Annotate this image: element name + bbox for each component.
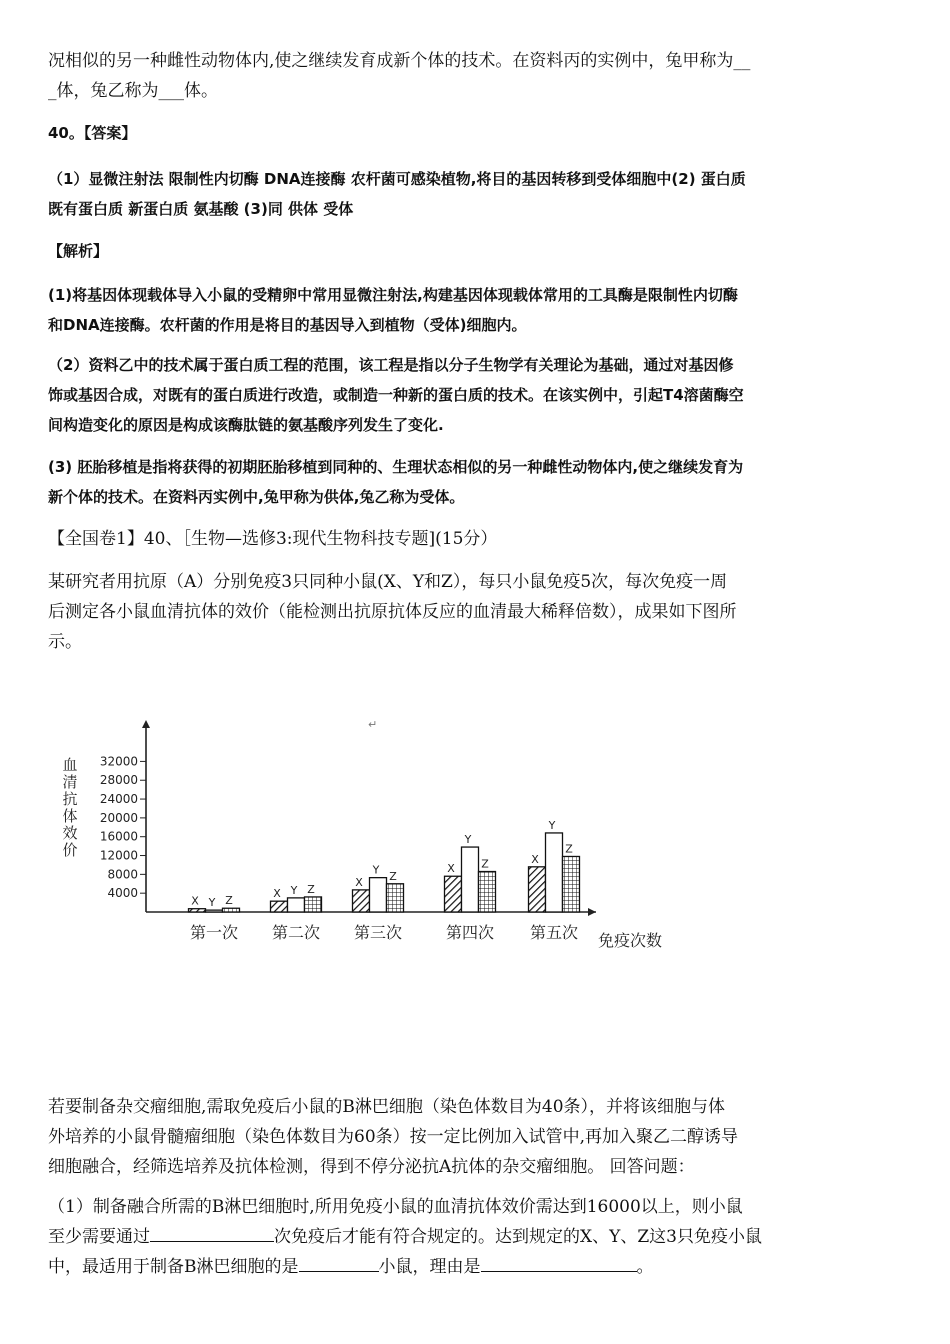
blank-best-mouse[interactable] bbox=[299, 1253, 379, 1272]
bar-label-y: Y bbox=[372, 863, 380, 877]
bar-label-y: Y bbox=[464, 833, 472, 847]
q1-line-2 bbox=[48, 1222, 904, 1252]
analysis-paragraph-1 bbox=[48, 280, 904, 340]
question-line-2: 后测定各小鼠血清抗体的效价（能检测出抗原抗体反应的血清最大稀释倍数），成果如下图所 bbox=[48, 602, 737, 622]
bar-label-x: X bbox=[447, 862, 455, 876]
y-tick-label: 24000 bbox=[99, 792, 138, 807]
bar-y bbox=[370, 878, 387, 912]
bar-label-y: Y bbox=[290, 883, 298, 897]
bar-y bbox=[288, 898, 305, 912]
bar-x bbox=[529, 867, 546, 912]
q1-line-3 bbox=[48, 1252, 904, 1282]
question-header: 【全国卷1】40、［生物—选修3:现代生物科技专题](15分） bbox=[48, 529, 498, 549]
intro-line-1: 况相似的另一种雌性动物体内,使之继续发育成新个体的技术。在资料丙的实例中，兔甲称为__ bbox=[48, 51, 751, 71]
question-line-1: 某研究者用抗原（A）分别免疫3只同种小鼠(X、Y和Z），每只小鼠免疫5次，每次免疫一周 bbox=[48, 572, 728, 592]
analysis-paragraph-2 bbox=[48, 350, 904, 440]
bar-label-x: X bbox=[531, 852, 539, 866]
analysis-p1-line-2: 和DNA连接酶。农杆菌的作用是将目的基因导入到植物（受体)细胞内。 bbox=[48, 316, 527, 334]
y-axis-label-char: 抗 bbox=[62, 790, 78, 808]
analysis-p2-line-2: 饰或基因合成，对既有的蛋白质进行改造，或制造一种新的蛋白质的技术。在该实例中，引起T4溶菌酶空 bbox=[48, 386, 744, 404]
y-axis-label-char: 血 bbox=[62, 756, 78, 774]
bar-label-x: X bbox=[191, 894, 199, 908]
bar-z bbox=[563, 856, 580, 912]
analysis-p3-line-1: (3) 胚胎移植是指将获得的初期胚胎移植到同种的、生理状态相似的另一种雌性动物体内,使之继续发育为 bbox=[48, 458, 744, 476]
x-category-label: 第一次 bbox=[189, 923, 239, 942]
q1-line-3-mid: 小鼠，理由是 bbox=[378, 1257, 481, 1277]
bar-label-x: X bbox=[355, 875, 363, 889]
answer-line-2: 既有蛋白质 新蛋白质 氨基酸 (3)同 供体 受体 bbox=[48, 200, 354, 218]
q1-line-1: （1）制备融合所需的B淋巴细胞时,所用免疫小鼠的血清抗体效价需达到16000以上，则小鼠 bbox=[48, 1197, 743, 1217]
question-text bbox=[48, 567, 904, 657]
q1-line-2-start: 至少需要通过 bbox=[48, 1227, 150, 1247]
y-axis-label-char: 效 bbox=[62, 824, 78, 842]
bar-x bbox=[353, 890, 370, 912]
analysis-p3-line-2: 新个体的技术。在资料丙实例中,兔甲称为供体,兔乙称为受体。 bbox=[48, 488, 465, 506]
body-paragraph bbox=[48, 1092, 904, 1182]
bar-label-z: Z bbox=[225, 894, 233, 908]
y-axis-label-char: 清 bbox=[62, 773, 78, 791]
y-axis-label-char: 价 bbox=[62, 841, 78, 859]
body-line-2: 外培养的小鼠骨髓瘤细胞（染色体数目为60条）按一定比例加入试管中,再加入聚乙二醇诱导 bbox=[48, 1127, 739, 1147]
answer-text bbox=[48, 164, 904, 224]
bar-label-z: Z bbox=[565, 842, 573, 856]
q1-line-2-end: 次免疫后才能有符合规定的。达到规定的X、Y、Z这3只免疫小鼠 bbox=[274, 1227, 762, 1247]
blank-reason[interactable] bbox=[481, 1253, 637, 1272]
analysis-paragraph-3 bbox=[48, 452, 904, 512]
bar-y bbox=[546, 833, 563, 912]
y-tick-label: 4000 bbox=[107, 886, 138, 901]
body-line-3: 细胞融合，经筛选培养及抗体检测，得到不停分泌抗A抗体的杂交瘤细胞。 回答问题： bbox=[48, 1157, 695, 1177]
bar-y bbox=[206, 910, 223, 912]
bar-z bbox=[305, 897, 322, 912]
y-tick-label: 28000 bbox=[99, 773, 138, 788]
x-axis-label: 免疫次数 bbox=[597, 931, 663, 950]
bar-x bbox=[271, 901, 288, 912]
x-category-label: 第三次 bbox=[353, 923, 403, 942]
answer-line-1: （1）显微注射法 限制性内切酶 DNA连接酶 农杆菌可感染植物,将目的基因转移到受体细胞中(2) 蛋白质 bbox=[48, 170, 746, 188]
y-tick-label: 12000 bbox=[99, 848, 138, 863]
y-axis-arrow bbox=[142, 720, 150, 728]
y-tick-label: 20000 bbox=[99, 810, 138, 825]
body-line-1: 若要制备杂交瘤细胞,需取免疫后小鼠的B淋巴细胞（染色体数目为40条），并将该细胞与体 bbox=[48, 1097, 726, 1117]
bar-x bbox=[445, 876, 462, 912]
paragraph-mark: ↵ bbox=[368, 718, 378, 731]
bar-x bbox=[189, 909, 206, 912]
y-tick-label: 32000 bbox=[99, 754, 138, 769]
y-axis-label-char: 体 bbox=[62, 807, 78, 825]
y-tick-label: 16000 bbox=[99, 829, 138, 844]
bar-y bbox=[462, 847, 479, 912]
bar-label-y: Y bbox=[548, 818, 556, 832]
analysis-heading: 【解析】 bbox=[48, 242, 109, 260]
bar-label-y: Y bbox=[208, 896, 216, 910]
q1-line-3-start: 中，最适用于制备B淋巴细胞的是 bbox=[48, 1257, 299, 1277]
bar-label-z: Z bbox=[481, 857, 489, 871]
bar-z bbox=[479, 872, 496, 912]
analysis-p1-line-1: (1)将基因体现载体导入小鼠的受精卵中常用显微注射法,构建基因体现载体常用的工具酶是限制性内切酶 bbox=[48, 286, 738, 304]
question-line-3: 示。 bbox=[48, 632, 82, 652]
antibody-titer-chart bbox=[56, 712, 676, 962]
question-1 bbox=[48, 1192, 904, 1282]
bar-z bbox=[223, 908, 240, 912]
x-category-label: 第五次 bbox=[529, 923, 579, 942]
bar-label-x: X bbox=[273, 887, 281, 901]
blank-immunization-count[interactable] bbox=[150, 1223, 274, 1242]
x-category-label: 第二次 bbox=[271, 923, 321, 942]
y-tick-label: 8000 bbox=[107, 867, 138, 882]
intro-text bbox=[48, 46, 904, 106]
analysis-p2-line-3: 间构造变化的原因是构成该酶肽链的氨基酸序列发生了变化. bbox=[48, 416, 444, 434]
x-axis-arrow bbox=[588, 908, 596, 916]
q1-line-3-end: 。 bbox=[636, 1257, 654, 1277]
bar-label-z: Z bbox=[307, 882, 315, 896]
bar-label-z: Z bbox=[389, 869, 397, 883]
x-category-label: 第四次 bbox=[445, 923, 495, 942]
bar-z bbox=[387, 884, 404, 912]
intro-line-2: _体，兔乙称为___体。 bbox=[48, 81, 218, 101]
answer-heading: 40。【答案】 bbox=[48, 124, 137, 142]
analysis-p2-line-1: （2）资料乙中的技术属于蛋白质工程的范围，该工程是指以分子生物学有关理论为基础，通过对基因修 bbox=[48, 356, 734, 374]
